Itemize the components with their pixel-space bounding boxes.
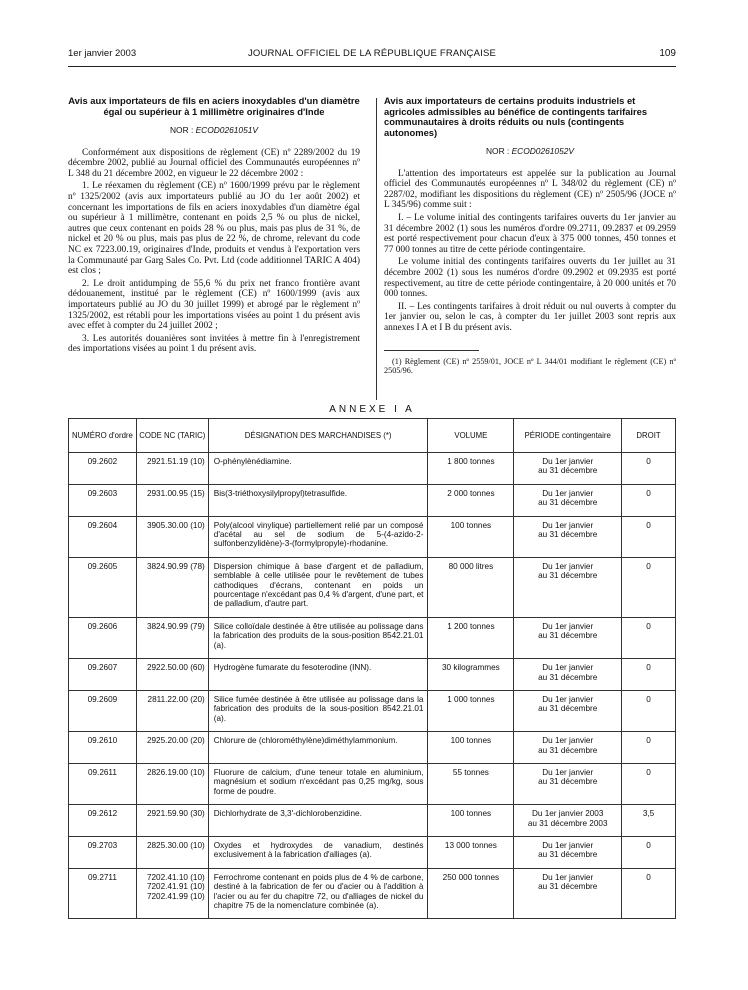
periode-end: au 31 décembre (538, 631, 598, 641)
annexe-title: ANNEXE I A (329, 404, 415, 415)
table-row (69, 557, 676, 617)
row-code-nc: 2931.00.95 (15) (136, 484, 208, 516)
row-code-nc: 2921.51.19 (10) (136, 453, 208, 485)
table-row (69, 805, 676, 837)
periode-start: Du 1er janvier 2003 (531, 809, 604, 819)
row-volume: 100 tonnes (428, 516, 514, 557)
periode-start: Du 1er janvier (542, 663, 594, 673)
row-periode (514, 690, 622, 731)
periode-start: Du 1er janvier (542, 767, 594, 777)
row-periode (514, 484, 622, 516)
column-separator (376, 98, 377, 400)
row-droit: 0 (622, 557, 676, 617)
left-notice-title: Avis aux importateurs de fils en aciers inoxydables d'un diamètre égal ou supérieur à 1 millimètre originaires d'Inde (68, 95, 360, 117)
page-header (68, 48, 676, 64)
row-volume: 1 000 tonnes (428, 690, 514, 731)
row-code-nc: 3905.30.00 (10) (136, 516, 208, 557)
table-row (69, 690, 676, 731)
table-row (69, 868, 676, 919)
row-volume: 13 000 tonnes (428, 836, 514, 868)
periode-start: Du 1er janvier (542, 694, 594, 704)
row-periode (514, 732, 622, 764)
table-row (69, 516, 676, 557)
periode-end: au 31 décembre (538, 850, 598, 860)
page-number: 109 (659, 48, 676, 59)
header-rule (68, 66, 676, 67)
periode-end: au 31 décembre (538, 777, 598, 787)
header-code: CODE NC (TARIC) (136, 419, 208, 453)
table-body (69, 453, 676, 919)
row-code-nc: 2811.22.00 (20) (136, 690, 208, 731)
periode-end: au 31 décembre (538, 466, 598, 476)
row-droit: 0 (622, 484, 676, 516)
header-date: 1er janvier 2003 (68, 48, 137, 59)
row-designation: Ferrochrome contenant en poids plus de 4 % de carbone, destiné à la fabrication de fer ou d'acier ou à l'addition à l'acier ou au fer du chapitre 72, ou d'alliages de nickel du chapitre 75 de la nomenclature combinée (a). (208, 868, 428, 919)
row-code-nc: 2826.19.00 (10) (136, 763, 208, 804)
table-row (69, 484, 676, 516)
table-row (69, 836, 676, 868)
left-notice (68, 96, 360, 357)
row-code-nc: 2925.20.00 (20) (136, 732, 208, 764)
right-notice (384, 96, 676, 376)
row-designation: Dispersion chimique à base d'argent et de palladium, semblable à celle utilisée pour le revêtement de tubes cathodiques d'écrans, contenant en poids un pourcentage n'excédant pas 0,4 % d'argent, d'une part, et de palladium, d'autre part. (208, 557, 428, 617)
row-code-nc: 3824.90.99 (78) (136, 557, 208, 617)
table-row (69, 659, 676, 691)
header-volume: VOLUME (428, 419, 514, 453)
left-nor-code: ECOD0261051V (195, 125, 258, 135)
row-numero: 09.2610 (69, 732, 137, 764)
row-designation: Bis(3-triéthoxysilylpropyl)tetrasulfide. (208, 484, 428, 516)
header-journal-title: JOURNAL OFFICIEL DE LA RÉPUBLIQUE FRANÇAISE (247, 48, 497, 59)
row-code-nc: 2921.59.90 (30) (136, 805, 208, 837)
row-numero: 09.2603 (69, 484, 137, 516)
row-periode (514, 659, 622, 691)
right-paragraph: I. – Le volume initial des contingents tarifaires ouverts du 1er janvier au 31 décembre 2002 (1) sous les numéros d'ordre 09.2711, 09.2837 et 09.2959 est porté respectivement pour chacun d'eux à 375 000 tonnes, 450 tonnes et 77 000 tonnes au titre de cette période contingentaire. (384, 212, 676, 255)
row-numero: 09.2609 (69, 690, 137, 731)
row-volume: 1 800 tonnes (428, 453, 514, 485)
row-volume: 30 kilogrammes (428, 659, 514, 691)
header-droit: DROIT (622, 419, 676, 453)
row-volume: 55 tonnes (428, 763, 514, 804)
right-paragraph: II. – Les contingents tarifaires à droit réduit ou nul ouverts à compter du 1er janvier ou, selon le cas, à compter du 1er juillet 2003 sont repris aux annexes I A et I B du présent avis. (384, 301, 676, 333)
left-paragraph: 1. Le réexamen du règlement (CE) nº 1600/1999 prévu par le règlement nº 1325/2002 (avis aux importateurs publié au JO du 1er août 2002) et concernant les importations de fils en aciers inoxydables d'un diamètre égal ou supérieur à 1 millimètre, contenant en poids 2,5 % ou plus de nickel, autres que ceux contenant en poids 28 % ou plus, mais pas plus de 31 %, de nickel et 20 % ou plus, mais pas plus de 22 %, de chrome, relevant du code NC ex 7223.00.19, originaires d'Inde, produits et vendus à l'exportation vers la Communauté par Garg Sales Co. Pvt. Ltd (code additionnel TARIC A 404) est clos ; (68, 181, 360, 277)
row-numero: 09.2612 (69, 805, 137, 837)
table-row (69, 617, 676, 658)
right-nor-label: NOR : (486, 146, 510, 156)
row-designation: Chlorure de (chlorométhylène)diméthylammonium. (208, 732, 428, 764)
row-volume: 2 000 tonnes (428, 484, 514, 516)
row-periode (514, 805, 622, 837)
row-designation: Poly(alcool vinylique) partiellement relié par un composé d'acétal au sel de sodium de 5-(4-azido-2-sulfonbenzylidène)-3-(formylpropyle)-rhodanine. (208, 516, 428, 557)
row-numero: 09.2703 (69, 836, 137, 868)
row-droit: 0 (622, 690, 676, 731)
row-code-nc: 3824.90.99 (79) (136, 617, 208, 658)
row-code-nc: 2922.50.00 (60) (136, 659, 208, 691)
periode-start: Du 1er janvier (542, 520, 594, 530)
footnote: (1) Règlement (CE) nº 2559/01, JOCE nº L 344/01 modifiant le règlement (CE) nº 2505/96. (384, 356, 676, 376)
periode-start: Du 1er janvier (542, 872, 594, 882)
periode-end: au 31 décembre (538, 882, 598, 892)
periode-end: au 31 décembre 2003 (527, 818, 608, 828)
periode-start: Du 1er janvier (542, 840, 594, 850)
header-periode: PÉRIODE contingentaire (514, 419, 622, 453)
row-numero: 09.2606 (69, 617, 137, 658)
header-designation: DÉSIGNATION DES MARCHANDISES (*) (208, 419, 428, 453)
quota-table (68, 418, 676, 919)
right-notice-title: Avis aux importateurs de certains produits industriels et agricoles admissibles au bénéfice de contingents tarifaires communautaires à droits réduits ou nuls (contingents autonomes) (384, 95, 648, 138)
left-paragraph: 3. Les autorités douanières sont invitées à mettre fin à l'enregistrement des importations visées au point 1 du présent avis. (68, 333, 360, 355)
row-droit: 0 (622, 617, 676, 658)
row-droit: 3,5 (622, 805, 676, 837)
row-droit: 0 (622, 659, 676, 691)
row-numero: 09.2607 (69, 659, 137, 691)
row-designation: Fluorure de calcium, d'une teneur totale en aluminium, magnésium et sodium n'excédant pas 0,25 mg/kg, sous forme de poudre. (208, 763, 428, 804)
periode-start: Du 1er janvier (542, 621, 594, 631)
periode-start: Du 1er janvier (542, 736, 594, 746)
row-periode (514, 868, 622, 919)
periode-start: Du 1er janvier (542, 457, 594, 466)
row-numero: 09.2711 (69, 868, 137, 919)
table-row (69, 453, 676, 485)
row-designation: Dichlorhydrate de 3,3'-dichlorobenzidine. (208, 805, 428, 837)
table-row (69, 763, 676, 804)
row-volume: 100 tonnes (428, 805, 514, 837)
row-periode (514, 617, 622, 658)
right-paragraph: L'attention des importateurs est appelée sur la publication au Journal officiel des Communautés européennes nº L 348/02 du règlement (CE) nº 2287/02, modifiant les dispositions du règlement (CE) nº 2505/96 (JOCE nº L 345/96) comme suit : (384, 168, 676, 211)
row-numero: 09.2604 (69, 516, 137, 557)
periode-end: au 31 décembre (538, 672, 598, 682)
periode-end: au 31 décembre (538, 530, 598, 540)
row-droit: 0 (622, 732, 676, 764)
table-header-row (69, 419, 676, 453)
row-periode (514, 557, 622, 617)
left-paragraph: Conformément aux dispositions de règlement (CE) nº 2289/2002 du 19 décembre 2002, publié au Journal officiel des Communautés européennes nº L 348 du 21 décembre 2002, en vigueur le 22 décembre 2002 : (68, 147, 360, 179)
periode-end: au 31 décembre (538, 745, 598, 755)
left-paragraph: 2. Le droit antidumping de 55,6 % du prix net franco frontière avant dédouanement, institué par le règlement (CE) nº 1600/1999 (avis aux importateurs publié au JO du 30 juillet 1999) et abrogé par le règlement nº 1325/2002, est rétabli pour les importations visées au point 1 du présent avis avec effet à compter du 24 juillet 2002 ; (68, 278, 360, 332)
row-periode (514, 453, 622, 485)
periode-end: au 31 décembre (538, 498, 598, 508)
row-droit: 0 (622, 868, 676, 919)
row-designation: O-phénylènédiamine. (208, 453, 428, 485)
periode-start: Du 1er janvier (542, 488, 594, 498)
row-periode (514, 763, 622, 804)
periode-start: Du 1er janvier (542, 561, 594, 571)
table-row (69, 732, 676, 764)
row-droit: 0 (622, 453, 676, 485)
right-nor (384, 146, 676, 157)
row-numero: 09.2611 (69, 763, 137, 804)
row-volume: 100 tonnes (428, 732, 514, 764)
periode-end: au 31 décembre (538, 704, 598, 714)
row-designation: Silice fumée destinée à être utilisée au polissage dans la fabrication des produits de la sous-position 8542.21.01 (a). (208, 690, 428, 731)
row-droit: 0 (622, 836, 676, 868)
row-numero: 09.2602 (69, 453, 137, 485)
row-volume: 250 000 tonnes (428, 868, 514, 919)
row-code-nc: 7202.41.10 (10) 7202.41.91 (10) 7202.41.99 (10) (136, 868, 208, 919)
left-nor (68, 125, 360, 136)
periode-end: au 31 décembre (538, 571, 598, 581)
row-volume: 1 200 tonnes (428, 617, 514, 658)
row-code-nc: 2825.30.00 (10) (136, 836, 208, 868)
footnote-rule (384, 350, 479, 351)
row-droit: 0 (622, 763, 676, 804)
header-numero: NUMÉRO d'ordre (69, 419, 137, 453)
row-designation: Oxydes et hydroxydes de vanadium, destinés exclusivement à la fabrication d'alliages (a). (208, 836, 428, 868)
row-designation: Hydrogène fumarate du fesoterodine (INN). (208, 659, 428, 691)
row-numero: 09.2605 (69, 557, 137, 617)
row-periode (514, 516, 622, 557)
row-droit: 0 (622, 516, 676, 557)
right-nor-code: ECOD0261052V (511, 146, 574, 156)
row-volume: 80 000 litres (428, 557, 514, 617)
right-paragraph: Le volume initial des contingents tarifaires ouverts du 1er juillet au 31 décembre 2002 (1) sous les numéros d'ordre 09.2902 et 09.2935 est porté respectivement, au titre de cette période contingentaire, à 20 000 unités et 70 000 tonnes. (384, 257, 676, 300)
row-periode (514, 836, 622, 868)
row-designation: Silice colloïdale destinée à être utilisée au polissage dans la fabrication des produits de la sous-position 8542.21.01 (a). (208, 617, 428, 658)
left-nor-label: NOR : (170, 125, 194, 135)
